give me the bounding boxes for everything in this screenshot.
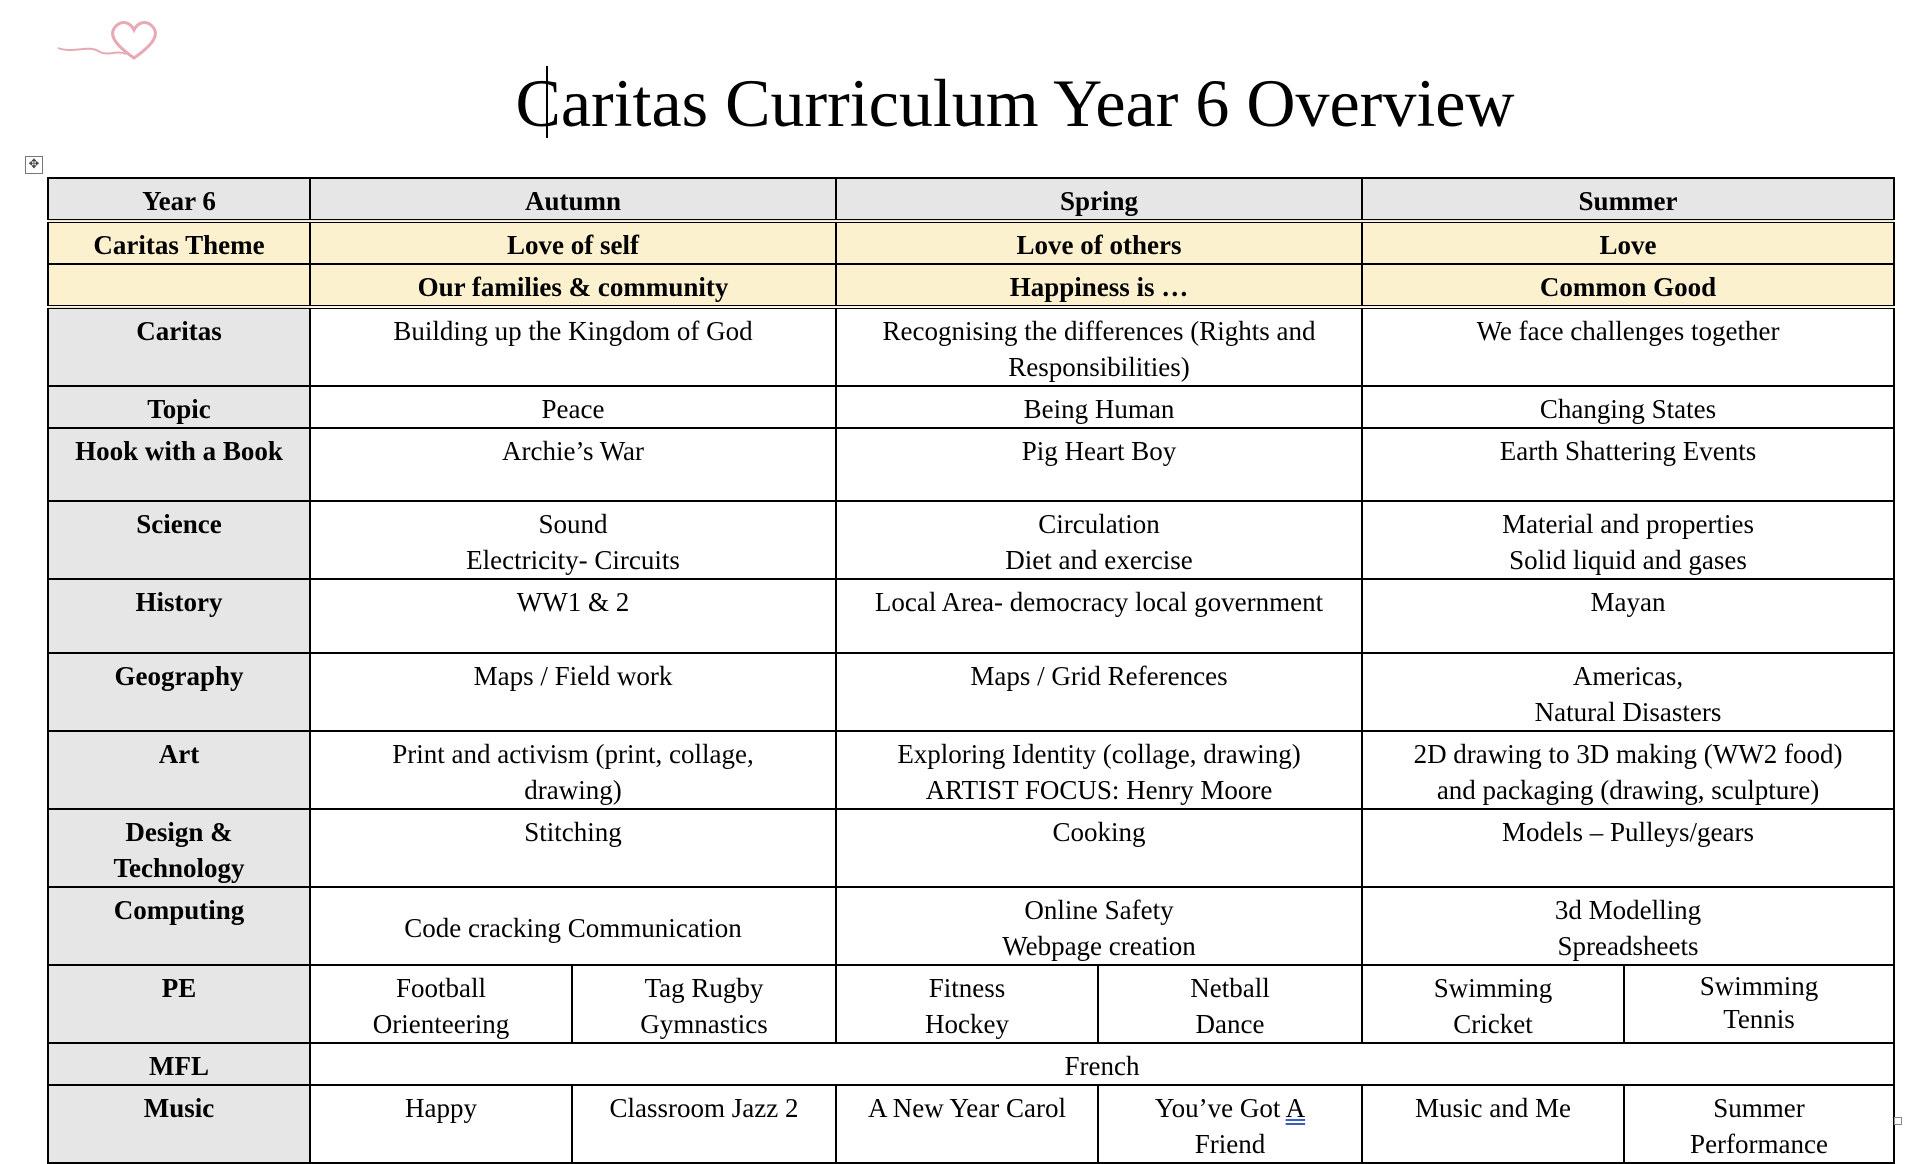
- label-caritas: Caritas: [48, 307, 310, 386]
- theme-autumn-2: Our families & community: [310, 264, 836, 307]
- page-title: Caritas Curriculum Year 6 Overview: [515, 65, 1515, 141]
- computing-summer-line-1: 3d Modelling: [1554, 895, 1702, 925]
- row-hook: [48, 428, 1894, 501]
- dt-spring: Cooking: [836, 809, 1362, 887]
- label-dt-line-2: Technology: [113, 853, 245, 883]
- row-topic: [48, 386, 1894, 428]
- science-autumn-line-1: Sound: [538, 509, 608, 539]
- music-spring-1: A New Year Carol: [836, 1085, 1098, 1163]
- pe-spring-1-line-2: Hockey: [925, 1009, 1009, 1039]
- history-spring: Local Area- democracy local government: [836, 579, 1362, 653]
- row-caritas: [48, 307, 1894, 386]
- geography-spring: Maps / Grid References: [836, 653, 1362, 731]
- label-computing: Computing: [48, 887, 310, 965]
- label-hook: Hook with a Book: [48, 428, 310, 501]
- label-music: Music: [48, 1085, 310, 1163]
- hook-summer: Earth Shattering Events: [1362, 428, 1894, 501]
- pe-autumn-2-line-2: Gymnastics: [640, 1009, 768, 1039]
- caritas-spring: [836, 307, 1362, 386]
- geography-autumn: Maps / Field work: [310, 653, 836, 731]
- theme-summer-2: Common Good: [1362, 264, 1894, 307]
- art-summer-line-2: and packaging (drawing, sculpture): [1436, 775, 1820, 805]
- theme-row-1: [48, 221, 1894, 264]
- theme-label: Caritas Theme: [48, 221, 310, 264]
- pe-autumn-2: [572, 965, 836, 1043]
- header-summer: Summer: [1362, 178, 1894, 221]
- caritas-summer: We face challenges together: [1362, 307, 1894, 386]
- hook-autumn: Archie’s War: [310, 428, 836, 501]
- art-summer-line-1: 2D drawing to 3D making (WW2 food): [1413, 739, 1843, 769]
- caritas-spring-line-1: Recognising the differences (Rights and: [882, 316, 1316, 346]
- science-autumn: [310, 501, 836, 579]
- row-science: [48, 501, 1894, 579]
- pe-summer-2-line-1: Swimming: [1699, 971, 1819, 1001]
- hook-spring: Pig Heart Boy: [836, 428, 1362, 501]
- music-summer-2-line-2: Performance: [1690, 1129, 1828, 1159]
- computing-spring-line-1: Online Safety: [1024, 895, 1174, 925]
- row-mfl: [48, 1043, 1894, 1085]
- header-year: Year 6: [48, 178, 310, 221]
- music-summer-2: [1624, 1085, 1894, 1163]
- curriculum-table: [47, 177, 1895, 1164]
- pe-summer-1: [1362, 965, 1624, 1043]
- label-science: Science: [48, 501, 310, 579]
- row-pe: [48, 965, 1894, 1043]
- geography-summer-line-1: Americas,: [1572, 661, 1684, 691]
- computing-spring: [836, 887, 1362, 965]
- science-spring-line-2: Diet and exercise: [1005, 545, 1193, 575]
- topic-autumn: Peace: [310, 386, 836, 428]
- music-summer-2-line-1: Summer: [1713, 1093, 1805, 1123]
- science-autumn-line-2: Electricity- Circuits: [466, 545, 680, 575]
- pe-spring-2-line-1: Netball: [1190, 973, 1270, 1003]
- computing-summer-line-2: Spreadsheets: [1557, 931, 1699, 961]
- header-autumn: Autumn: [310, 178, 836, 221]
- pe-summer-2-line-2: Tennis: [1723, 1004, 1795, 1034]
- label-mfl: MFL: [48, 1043, 310, 1085]
- geography-summer-line-2: Natural Disasters: [1534, 697, 1722, 727]
- pe-summer-2: [1624, 965, 1894, 1043]
- label-topic: Topic: [48, 386, 310, 428]
- caritas-spring-line-2: Responsibilities): [1008, 352, 1190, 382]
- pe-spring-2-line-2: Dance: [1195, 1009, 1265, 1039]
- pe-autumn-1-line-2: Orienteering: [372, 1009, 510, 1039]
- art-summer: [1362, 731, 1894, 809]
- row-art: [48, 731, 1894, 809]
- heart-logo: [54, 14, 166, 66]
- row-computing: [48, 887, 1894, 965]
- table-move-handle-icon[interactable]: ✥: [25, 156, 43, 174]
- music-spring-2-line-1: [1105, 1090, 1355, 1126]
- row-geography: [48, 653, 1894, 731]
- topic-summer: Changing States: [1362, 386, 1894, 428]
- pe-spring-1: [836, 965, 1098, 1043]
- music-spring-2: [1098, 1085, 1362, 1163]
- row-dt: [48, 809, 1894, 887]
- theme-spring-1: Love of others: [836, 221, 1362, 264]
- dt-summer: Models – Pulleys/gears: [1362, 809, 1894, 887]
- header-spring: Spring: [836, 178, 1362, 221]
- header-row: [48, 178, 1894, 221]
- art-autumn-line-1: Print and activism (print, collage,: [392, 739, 754, 769]
- computing-autumn: Code cracking Communication: [310, 887, 836, 965]
- science-summer: [1362, 501, 1894, 579]
- label-art: Art: [48, 731, 310, 809]
- pe-summer-1-line-1: Swimming: [1433, 973, 1553, 1003]
- row-music: [48, 1085, 1894, 1163]
- table-resize-handle[interactable]: [1894, 1117, 1902, 1125]
- music-spring-2-line-2: Friend: [1194, 1129, 1266, 1159]
- theme-spring-2: Happiness is …: [836, 264, 1362, 307]
- theme-row-2: [48, 264, 1894, 307]
- science-spring: [836, 501, 1362, 579]
- dt-autumn: Stitching: [310, 809, 836, 887]
- row-history: [48, 579, 1894, 653]
- history-autumn: WW1 & 2: [310, 579, 836, 653]
- label-history: History: [48, 579, 310, 653]
- computing-spring-line-2: Webpage creation: [1002, 931, 1196, 961]
- music-spring-2-text: You’ve Got: [1154, 1093, 1286, 1123]
- mfl-value: French: [310, 1043, 1894, 1085]
- computing-summer: [1362, 887, 1894, 965]
- history-summer: Mayan: [1362, 579, 1894, 653]
- art-spring-line-2: ARTIST FOCUS: Henry Moore: [925, 775, 1273, 805]
- pe-autumn-2-line-1: Tag Rugby: [644, 973, 764, 1003]
- music-autumn-2: Classroom Jazz 2: [572, 1085, 836, 1163]
- topic-spring: Being Human: [836, 386, 1362, 428]
- science-summer-line-2: Solid liquid and gases: [1509, 545, 1747, 575]
- music-autumn-1: Happy: [310, 1085, 572, 1163]
- art-autumn-line-2: drawing): [524, 775, 622, 805]
- art-spring: [836, 731, 1362, 809]
- science-summer-line-1: Material and properties: [1502, 509, 1754, 539]
- pe-autumn-1-line-1: Football: [395, 973, 486, 1003]
- pe-summer-1-line-2: Cricket: [1453, 1009, 1533, 1039]
- pe-spring-2: [1098, 965, 1362, 1043]
- caritas-autumn: Building up the Kingdom of God: [310, 307, 836, 386]
- music-spring-2-underlined: A: [1285, 1093, 1306, 1123]
- pe-spring-1-line-1: Fitness: [928, 973, 1006, 1003]
- label-pe: PE: [48, 965, 310, 1043]
- science-spring-line-1: Circulation: [1038, 509, 1160, 539]
- theme-label-empty: [48, 264, 310, 307]
- label-geography: Geography: [48, 653, 310, 731]
- geography-summer: [1362, 653, 1894, 731]
- music-summer-1: Music and Me: [1362, 1085, 1624, 1163]
- label-dt-line-1: Design &: [125, 817, 233, 847]
- theme-autumn-1: Love of self: [310, 221, 836, 264]
- art-autumn: [310, 731, 836, 809]
- label-dt: [48, 809, 310, 887]
- theme-summer-1: Love: [1362, 221, 1894, 264]
- pe-autumn-1: [310, 965, 572, 1043]
- art-spring-line-1: Exploring Identity (collage, drawing): [897, 739, 1301, 769]
